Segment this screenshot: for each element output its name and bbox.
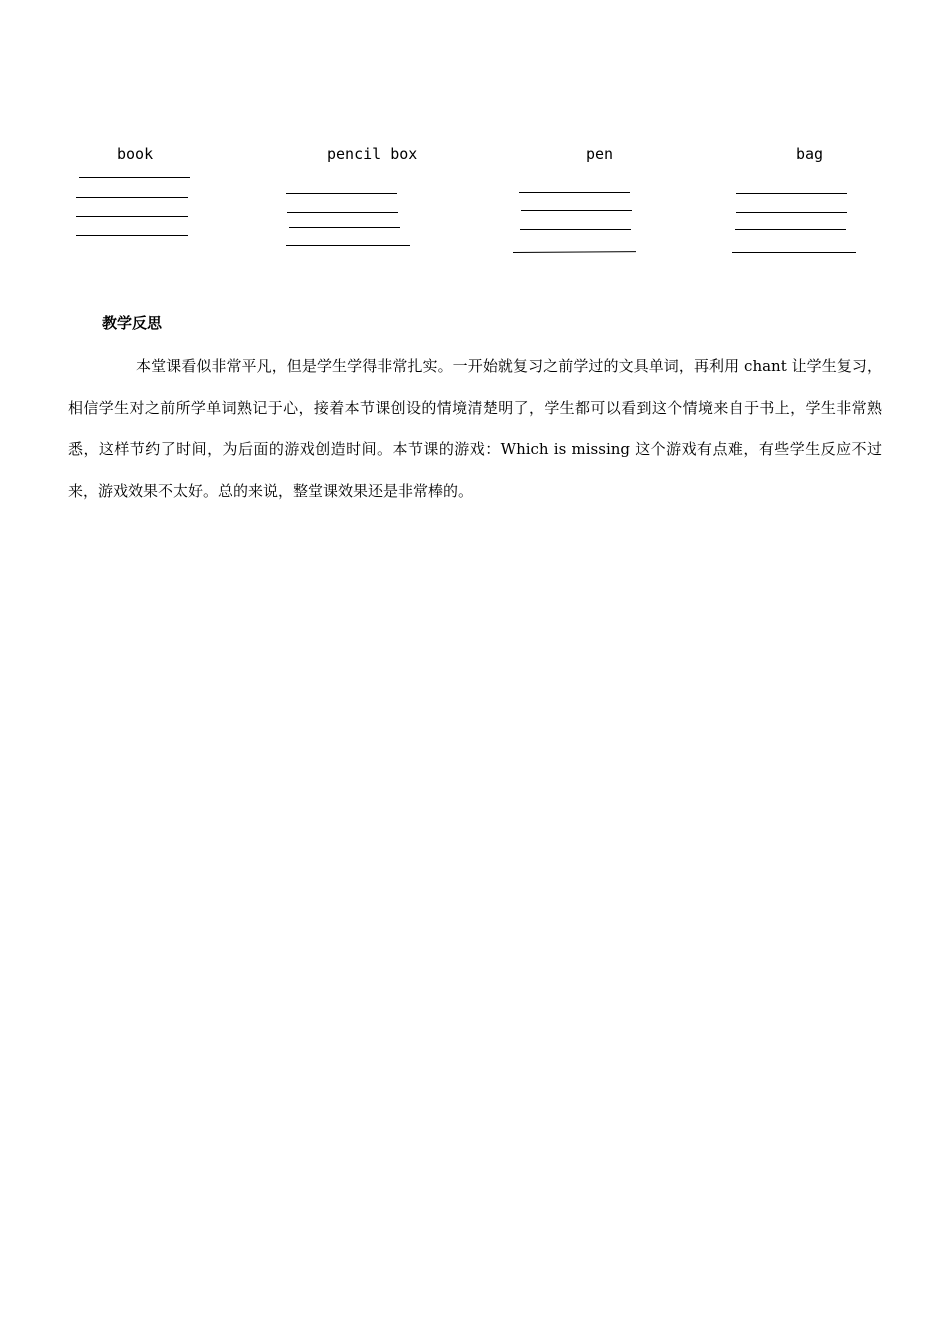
- writing-line: [289, 227, 400, 228]
- writing-line: [76, 216, 188, 217]
- writing-line: [521, 210, 632, 211]
- word-writing-section: [0, 0, 950, 270]
- writing-line: [736, 193, 847, 194]
- writing-line: [79, 177, 190, 178]
- word-label-pencil-box: pencil box: [327, 145, 418, 163]
- reflection-paragraph: 本堂课看似非常平凡，但是学生学得非常扎实。一开始就复习之前学过的文具单词，再利用 chant 让学生复习，相信学生对之前所学单词熟记于心，接着本节课创设的情境清楚明了，学生都可以看到这个情境来自于书上，学生非常熟悉，这样节约了时间，为后面的游戏创造时间。本节课的游戏：Which is missing 这个游戏有点难，有些学生反应不过来，游戏效果不太好。总的来说，整堂课效果还是非常棒的。: [68, 357, 882, 500]
- word-label-pen: pen: [586, 145, 614, 163]
- writing-line: [286, 193, 397, 194]
- writing-line: [519, 192, 630, 193]
- reflection-heading: 教学反思: [102, 314, 163, 332]
- writing-line: [76, 235, 188, 236]
- writing-line: [286, 245, 410, 246]
- writing-line: [287, 212, 398, 213]
- writing-line: [736, 212, 847, 213]
- writing-line: [76, 197, 188, 198]
- word-label-book: book: [117, 145, 154, 163]
- writing-line: [732, 252, 856, 253]
- writing-line: [735, 229, 846, 230]
- writing-line: [520, 229, 631, 230]
- writing-line: [513, 251, 636, 253]
- word-label-bag: bag: [796, 145, 824, 163]
